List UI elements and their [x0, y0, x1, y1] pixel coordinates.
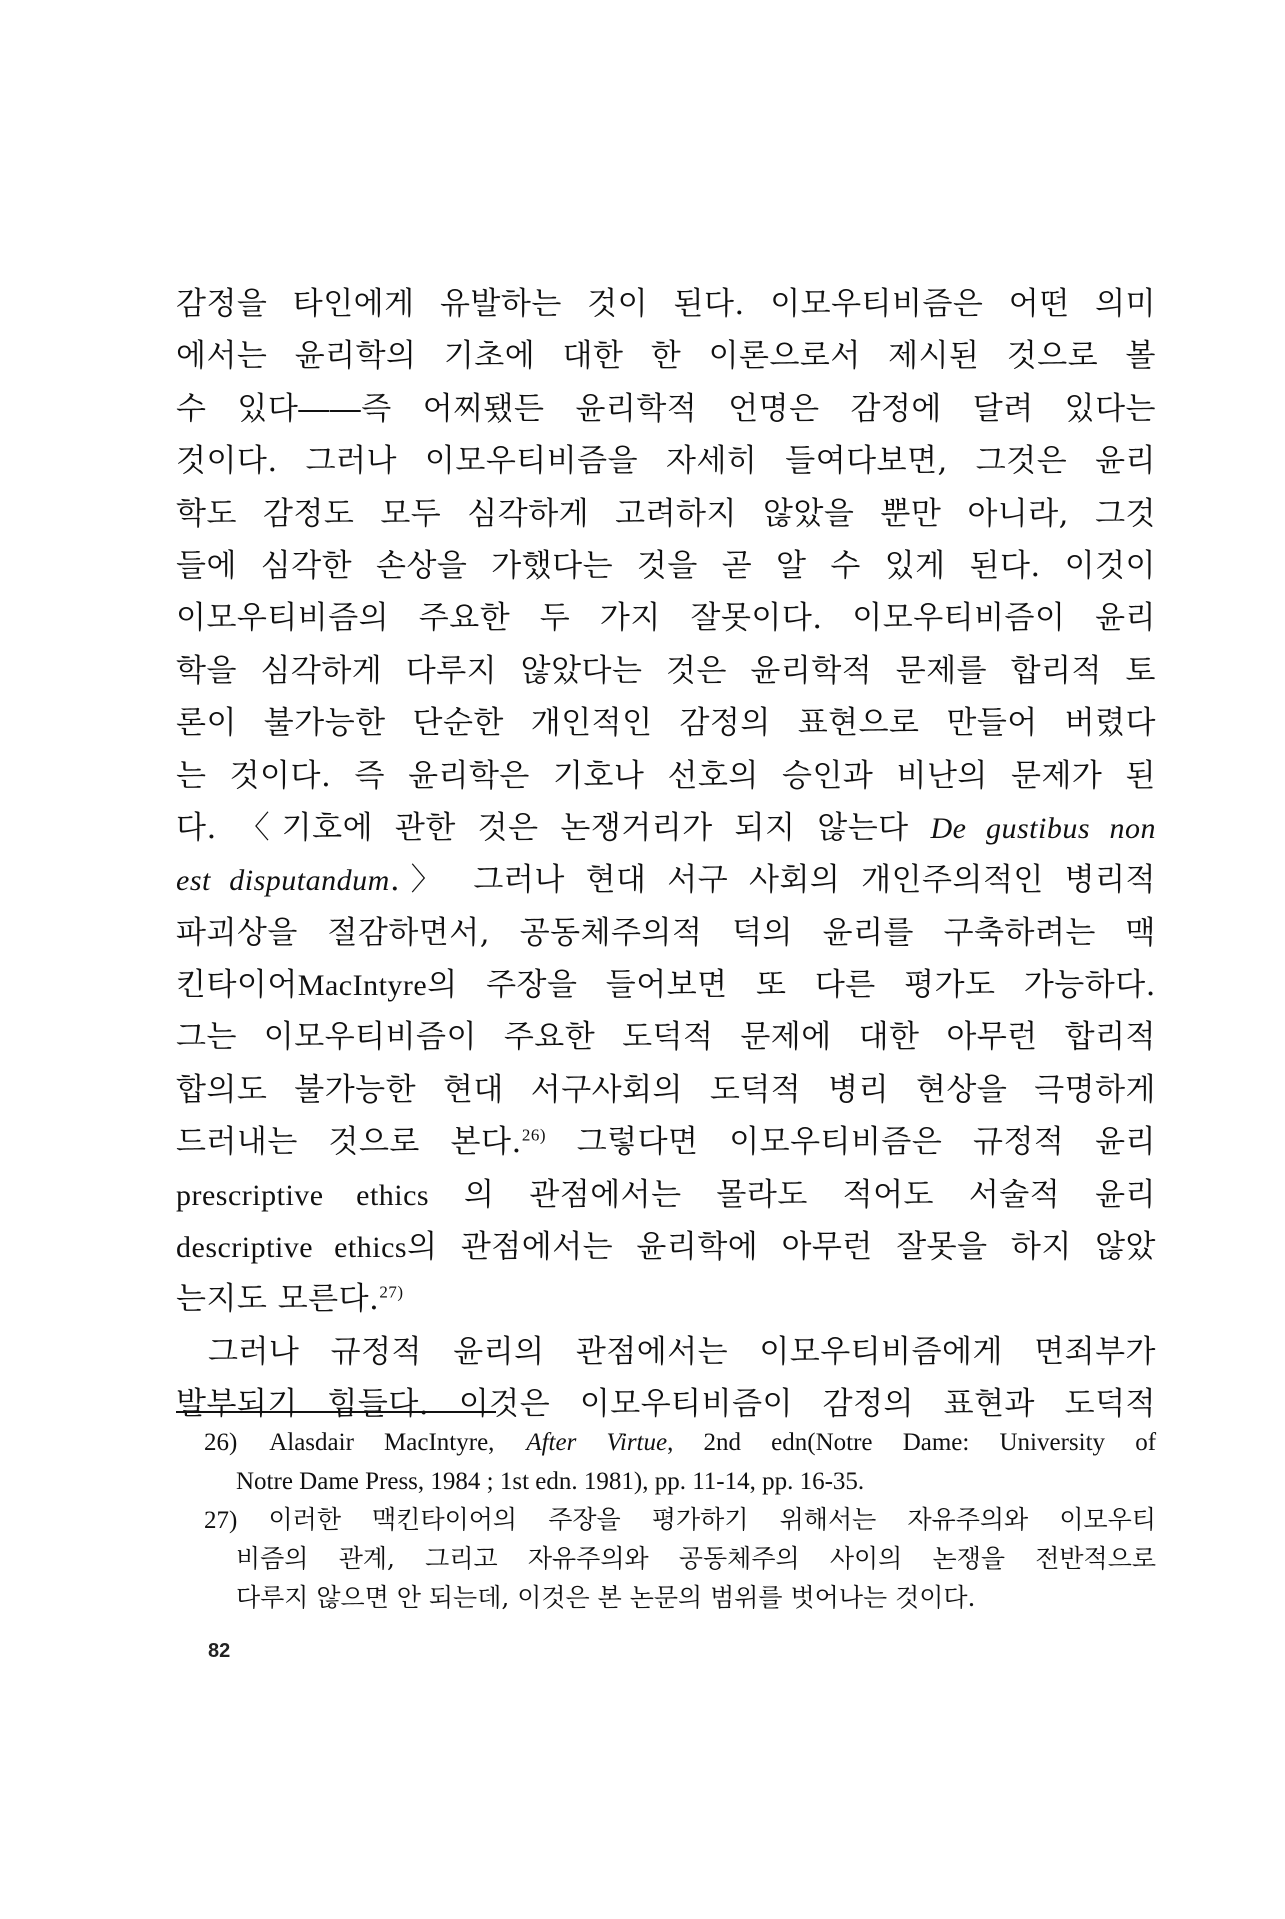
footnote-text: Notre Dame Press, 1984 ; 1st edn. 1981), pp. 11-14, pp. 16-35.	[236, 1468, 865, 1495]
text-line: 학도 감정도 모두 심각하게 고려하지 않았을 뿐만 아니라, 그것	[176, 495, 1156, 532]
text-line: 합의도 불가능한 현대 서구사회의 도덕적 병리 현상을 극명하게	[176, 1071, 1156, 1108]
text-line	[176, 959, 1156, 1011]
text-line: 그러나 규정적 윤리의 관점에서는 이모우티비즘에게 면죄부가	[208, 1333, 1156, 1370]
text-segment: 다. 〈기호에 관한 것은 논쟁거리가 되지 않는다	[176, 809, 931, 846]
text-line: 수 있다――즉 어찌됐든 윤리학적 언명은 감정에 달려 있다는	[176, 390, 1156, 427]
footnote-text: , 2nd edn(Notre Dame: University of	[667, 1429, 1157, 1456]
footnote-27	[204, 1500, 1156, 1539]
text-line	[176, 1169, 1156, 1221]
text-line	[176, 1273, 1156, 1325]
text-line: 발부되기 힘들다. 이것은 이모우티비즘이 감정의 표현과 도덕적	[176, 1386, 1156, 1423]
text-line	[176, 802, 1156, 854]
text-line: 파괴상을 절감하면서, 공동체주의적 덕의 윤리를 구축하려는 맥	[176, 914, 1156, 951]
footnote-ref-26: 26)	[521, 1125, 546, 1145]
footnote-number: 27)	[204, 1507, 238, 1534]
footnote-book-title: After Virtue	[526, 1429, 668, 1456]
text-line: 들에 심각한 손상을 가했다는 것을 곧 알 수 있게 된다. 이것이	[176, 547, 1156, 584]
text-line: 는 것이다. 즉 윤리학은 기호나 선호의 승인과 비난의 문제가 된	[176, 757, 1156, 794]
footnotes	[204, 1422, 1156, 1617]
text-segment: .〉 그러나 현대 서구 사회의 개인주의적인 병리적	[389, 862, 1156, 899]
footnote-divider	[176, 1411, 496, 1413]
text-line: 에서는 윤리학의 기초에 대한 한 이론으로서 제시된 것으로 볼	[176, 338, 1156, 375]
text-line: 감정을 타인에게 유발하는 것이 된다. 이모우티비즘은 어떤 의미	[176, 286, 1156, 322]
text-line: 론이 불가능한 단순한 개인적인 감정의 표현으로 만들어 버렸다	[176, 705, 1156, 742]
english-term: MacIntyre	[297, 969, 428, 1003]
footnote-author: Alasdair MacIntyre,	[269, 1429, 495, 1456]
footnote-text: 이러한 맥킨타이어의 주장을 평가하기 위해서는 자유주의와 이모우티	[268, 1505, 1156, 1534]
latin-phrase: De gustibus non	[930, 811, 1157, 845]
text-line	[176, 1221, 1156, 1273]
text-segment: 그렇다면 이모우티비즘은 규정적 윤리	[545, 1124, 1156, 1161]
text-segment: 킨타이어	[176, 967, 298, 1004]
text-segment: 는지도 모른다.	[176, 1281, 380, 1318]
footnote-27-continued: 다루지 않으면 안 되는데, 이것은 본 논문의 범위를 벗어나는 것이다.	[236, 1583, 976, 1612]
text-line: 것이다. 그러나 이모우티비즘을 자세히 들여다보면, 그것은 윤리	[176, 443, 1156, 480]
text-line: 그는 이모우티비즘이 주요한 도덕적 문제에 대한 아무런 합리적	[176, 1019, 1156, 1056]
text-line	[176, 854, 1156, 906]
english-term: descriptive ethics	[176, 1231, 408, 1265]
text-line: 이모우티비즘의 주요한 두 가지 잘못이다. 이모우티비즘이 윤리	[176, 600, 1156, 637]
latin-phrase: est disputandum	[176, 864, 390, 898]
body-text	[176, 278, 1156, 1431]
text-segment: 의 관점에서는 몰라도 적어도 서술적 윤리	[429, 1176, 1156, 1213]
footnote-27-continued: 비즘의 관계, 그리고 자유주의와 공동체주의 사이의 논쟁을 전반적으로	[236, 1544, 1156, 1573]
text-line	[176, 1116, 1156, 1168]
footnote-number: 26)	[204, 1429, 238, 1456]
text-segment: 드러내는 것으로 본다.	[176, 1124, 522, 1161]
text-line: 학을 심각하게 다루지 않았다는 것은 윤리학적 문제를 합리적 토	[176, 652, 1156, 689]
english-term: prescriptive ethics	[176, 1178, 430, 1212]
footnote-26-continued	[204, 1461, 1156, 1500]
footnote-26	[204, 1422, 1156, 1461]
text-segment: 의 주장을 들어보면 또 다른 평가도 가능하다.	[427, 967, 1156, 1004]
footnote-ref-27: 27)	[379, 1283, 404, 1303]
text-segment: 의 관점에서는 윤리학에 아무런 잘못을 하지 않았	[407, 1229, 1156, 1266]
page-number: 82	[208, 1640, 231, 1662]
